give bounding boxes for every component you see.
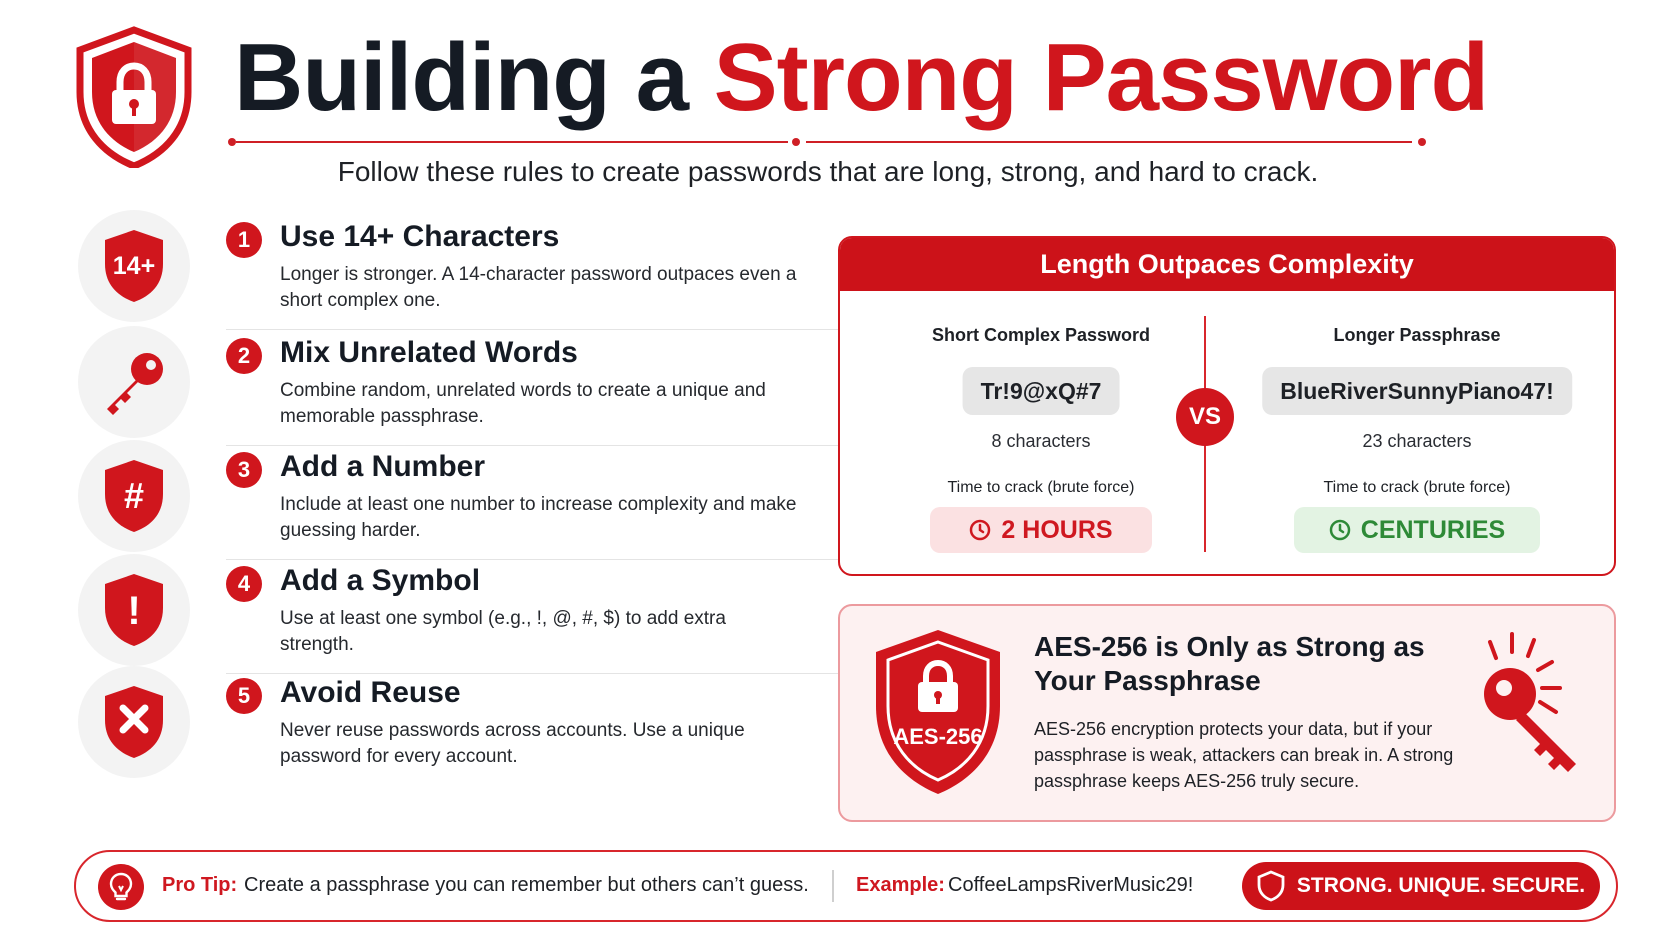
- key-icon: [1476, 632, 1596, 792]
- comparison-card: [838, 236, 1616, 576]
- rule-title: Add a Symbol: [280, 564, 481, 597]
- x-shield-icon: [103, 684, 165, 760]
- rule-icon-circle: [78, 666, 190, 778]
- divider-line: [236, 141, 788, 143]
- exclamation-shield-icon: [103, 572, 165, 648]
- rule-item: [74, 554, 794, 668]
- title-divider: [228, 138, 1428, 146]
- aes-shield-label: AES-256: [893, 724, 983, 749]
- key-icon: [99, 347, 169, 417]
- divider-dot: [228, 138, 236, 146]
- divider-dot: [1418, 138, 1426, 146]
- rule-description: Never reuse passwords across accounts. Use a unique password for every account.: [280, 720, 745, 767]
- page-title: [234, 24, 1489, 131]
- rule-number: 5: [226, 678, 262, 714]
- crack-time-label: Time to crack (brute force): [947, 479, 1135, 496]
- character-count: 8 characters: [991, 431, 1091, 451]
- rule-icon-circle: [78, 326, 190, 438]
- rule-description: Use at least one symbol (e.g., !, @, #, $) to add extra strength.: [280, 608, 726, 655]
- rule-item: [74, 440, 797, 554]
- rule-description: Longer is stronger. A 14-character password outpaces even a short complex one.: [280, 264, 797, 311]
- password-example: BlueRiverSunnyPiano47!: [1262, 367, 1572, 415]
- shield-outline-icon: [1257, 870, 1285, 902]
- rule-title: Add a Number: [280, 450, 486, 483]
- pro-tip-bar: [74, 850, 1618, 922]
- rule-item: [74, 210, 797, 324]
- column-label: Short Complex Password: [931, 325, 1151, 345]
- crack-time-result: [930, 507, 1152, 553]
- short-password-column: [876, 291, 1206, 576]
- exclamation-shield-icon-text: !: [127, 589, 141, 633]
- rule-title: Use 14+ Characters: [280, 220, 560, 253]
- comparison-title: Length Outpaces Complexity: [840, 238, 1614, 291]
- lightbulb-glyph: [107, 871, 135, 903]
- rule-icon-circle: [78, 440, 190, 552]
- rule-icon-circle: [78, 554, 190, 666]
- column-label: Longer Passphrase: [1333, 325, 1501, 345]
- title-accent: Strong Password: [713, 24, 1489, 131]
- rule-description: Combine random, unrelated words to create a unique and memorable passphrase.: [280, 380, 766, 427]
- rule-number: 3: [226, 452, 262, 488]
- crack-time-label: Time to crack (brute force): [1323, 479, 1511, 496]
- rule-title: Avoid Reuse: [280, 676, 461, 709]
- crack-time-value: 2 HOURS: [1001, 515, 1113, 544]
- badge-label: STRONG. UNIQUE. SECURE.: [1296, 874, 1586, 897]
- rule-item: [74, 666, 794, 780]
- long-passphrase-column: [1252, 291, 1582, 576]
- password-example: Tr!9@xQ#7: [963, 367, 1120, 415]
- clock-icon: [969, 519, 991, 541]
- divider-line: [806, 141, 1412, 143]
- hash-shield-icon: [103, 458, 165, 534]
- rule-description: Include at least one number to increase complexity and make guessing harder.: [280, 494, 797, 541]
- pro-tip-text: Create a passphrase you can remember but others can’t guess.: [244, 874, 809, 896]
- example-text: CoffeeLampsRiverMusic29!: [948, 874, 1194, 896]
- clock-icon: [1329, 519, 1351, 541]
- title-main: Building a: [234, 24, 688, 131]
- tip-separator: [832, 870, 834, 902]
- vs-badge: VS: [1176, 388, 1234, 446]
- divider-dot: [792, 138, 800, 146]
- strong-unique-secure-badge: [1242, 862, 1600, 910]
- aes-description: AES-256 encryption protects your data, but if your passphrase is weak, attackers can break in. A strong passphrase keeps AES-256 truly secure.: [1034, 719, 1454, 791]
- aes-card: [838, 604, 1616, 822]
- shield-icon: [103, 228, 165, 304]
- shield-lock-icon: [74, 26, 194, 168]
- shield-icon-text: 14+: [112, 252, 156, 280]
- pro-tip-label: Pro Tip:: [162, 874, 238, 896]
- aes-title: AES-256 is Only as Strong as Your Passphrase: [1034, 631, 1425, 696]
- lightbulb-icon: [98, 864, 144, 910]
- rule-number: 2: [226, 338, 262, 374]
- rule-title: Mix Unrelated Words: [280, 336, 578, 369]
- subtitle: Follow these rules to create passwords that are long, strong, and hard to crack.: [337, 156, 1319, 187]
- rule-icon-circle: [78, 210, 190, 322]
- crack-time-value: CENTURIES: [1360, 515, 1506, 544]
- hash-shield-icon-text: #: [123, 475, 145, 516]
- crack-time-result: [1294, 507, 1540, 553]
- rule-number: 1: [226, 222, 262, 258]
- rule-item: [74, 326, 794, 440]
- character-count: 23 characters: [1362, 431, 1472, 451]
- example-label: Example:: [856, 874, 945, 896]
- rule-number: 4: [226, 566, 262, 602]
- aes-shield-icon: [870, 626, 1006, 798]
